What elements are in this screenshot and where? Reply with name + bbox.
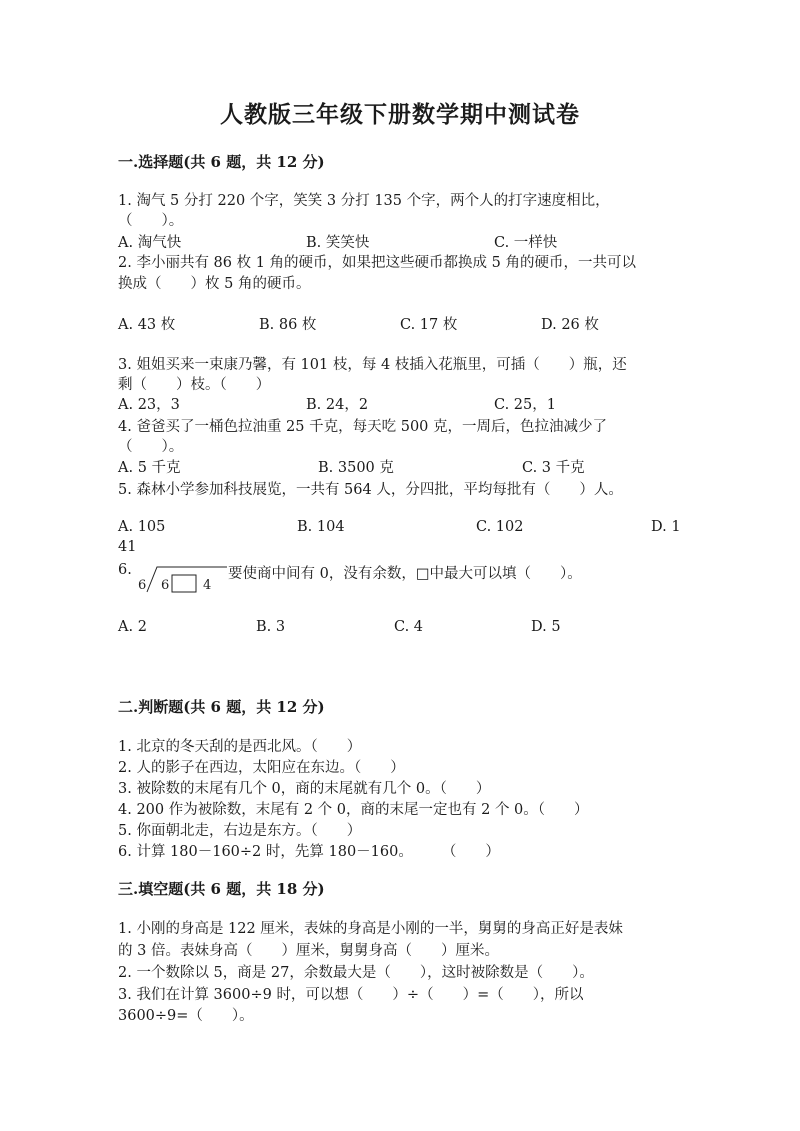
question-4-text: 4. 爸爸买了一桶色拉油重 25 千克，每天吃 500 克，一周后，色拉油减少了 — [118, 419, 608, 435]
question-3-text-cont: 剩（ ）枝。（ ） — [118, 377, 271, 393]
q5-option-c: C. 102 — [476, 519, 524, 535]
q5-option-b: B. 104 — [297, 519, 345, 535]
section-heading-fill: 三.填空题(共 6 题，共 18 分) — [118, 880, 325, 898]
divisor-digit: 6 — [138, 578, 147, 593]
q1-option-b: B. 笑笑快 — [306, 235, 370, 251]
q2-option-b: B. 86 枚 — [259, 317, 317, 333]
fill-item-3-cont: 3600÷9=（ ）。 — [118, 1008, 254, 1024]
question-5-text: 5. 森林小学参加科技展览，一共有 564 人，分四批，平均每批有（ ）人。 — [118, 482, 623, 498]
blank-box — [172, 575, 196, 592]
q6-option-a: A. 2 — [118, 619, 147, 635]
fill-item-3: 3. 我们在计算 3600÷9 时，可以想（ ）÷（ ）=（ ），所以 — [118, 987, 584, 1003]
judge-item-3: 3. 被除数的末尾有几个 0，商的末尾就有几个 0。（ ） — [118, 781, 491, 797]
division-bracket — [147, 567, 227, 592]
q2-option-c: C. 17 枚 — [400, 317, 458, 333]
q4-option-b: B. 3500 克 — [318, 460, 394, 476]
q5-option-d-wrap: 41 — [118, 539, 137, 555]
q2-option-d: D. 26 枚 — [541, 317, 599, 333]
question-2-text: 2. 李小丽共有 86 枚 1 角的硬币，如果把这些硬币都换成 5 角的硬币，一共可以 — [118, 255, 636, 271]
question-6-number: 6. — [118, 562, 132, 578]
question-1-text: 1. 淘气 5 分打 220 个字，笑笑 3 分打 135 个字，两个人的打字速度相比， — [118, 193, 610, 209]
question-6-text: 要使商中间有 0，没有余数，□中最大可以填（ ）。 — [228, 566, 582, 582]
page-title: 人教版三年级下册数学期中测试卷 — [220, 101, 580, 128]
long-division-figure — [133, 564, 229, 594]
q6-option-d: D. 5 — [531, 619, 561, 635]
fill-item-1: 1. 小刚的身高是 122 厘米，表妹的身高是小刚的一半，舅舅的身高正好是表妹 — [118, 921, 623, 937]
fill-item-1-cont: 的 3 倍。表妹身高（ ）厘米，舅舅身高（ ）厘米。 — [118, 943, 499, 959]
q6-option-b: B. 3 — [256, 619, 286, 635]
question-2-text-cont: 换成（ ）枚 5 角的硬币。 — [118, 276, 311, 292]
dividend-digit-3: 4 — [203, 578, 212, 593]
q4-option-c: C. 3 千克 — [522, 460, 585, 476]
section-heading-judge: 二.判断题(共 6 题，共 12 分) — [118, 698, 325, 716]
judge-item-6: 6. 计算 180－160÷2 时，先算 180－160。 （ ） — [118, 844, 500, 860]
q3-option-a: A. 23，3 — [118, 397, 180, 413]
q1-option-c: C. 一样快 — [494, 235, 558, 251]
fill-item-2: 2. 一个数除以 5，商是 27，余数最大是（ ），这时被除数是（ ）。 — [118, 965, 594, 981]
question-1-text-cont: （ ）。 — [118, 213, 184, 229]
q6-option-c: C. 4 — [394, 619, 424, 635]
question-4-text-cont: （ ）。 — [118, 439, 184, 455]
judge-item-1: 1. 北京的冬天刮的是西北风。（ ） — [118, 739, 362, 755]
judge-item-2: 2. 人的影子在西边，太阳应在东边。（ ） — [118, 760, 405, 776]
judge-item-4: 4. 200 作为被除数，末尾有 2 个 0，商的末尾一定也有 2 个 0。（ ） — [118, 802, 589, 818]
question-3-text: 3. 姐姐买来一束康乃馨，有 101 枝，每 4 枝插入花瓶里，可插（ ）瓶，还 — [118, 357, 627, 373]
q5-option-a: A. 105 — [118, 519, 166, 535]
dividend-digit-1: 6 — [161, 578, 170, 593]
q3-option-c: C. 25，1 — [494, 397, 556, 413]
q2-option-a: A. 43 枚 — [118, 317, 176, 333]
section-heading-choice: 一.选择题(共 6 题，共 12 分) — [118, 153, 325, 171]
q1-option-a: A. 淘气快 — [118, 235, 182, 251]
judge-item-5: 5. 你面朝北走，右边是东方。（ ） — [118, 823, 362, 839]
q5-option-d: D. 1 — [651, 519, 681, 535]
q3-option-b: B. 24，2 — [306, 397, 369, 413]
q4-option-a: A. 5 千克 — [118, 460, 181, 476]
